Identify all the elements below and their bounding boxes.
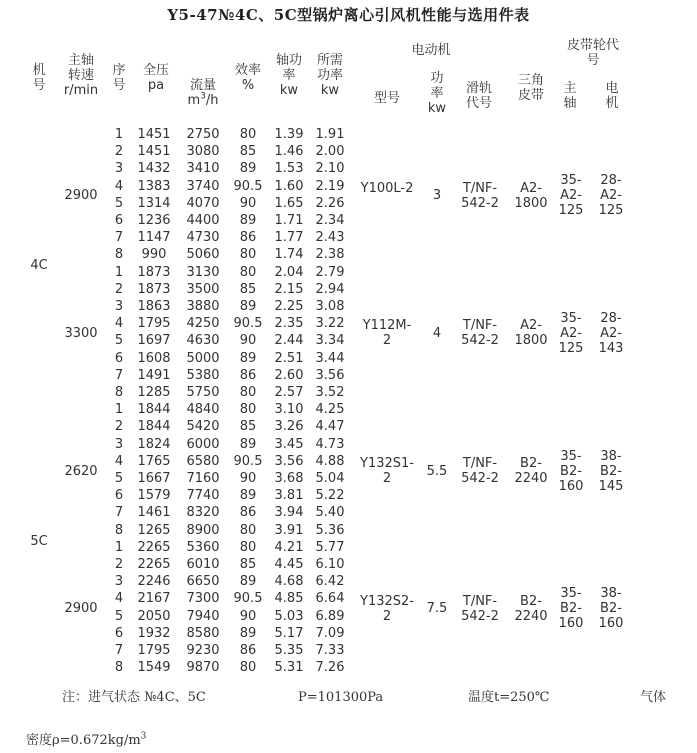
seq-cell: 6 bbox=[114, 350, 124, 366]
total-pressure-cell: 2265 bbox=[137, 557, 171, 572]
shaft-power-cell: 5.35 bbox=[274, 643, 304, 658]
motor-model-cell: Y100L-2 bbox=[360, 180, 414, 196]
total-pressure-cell: 1491 bbox=[137, 367, 171, 383]
header-flow-base: 流量 m bbox=[187, 78, 216, 108]
efficiency-cell: 90 bbox=[239, 195, 257, 211]
motor-power-cell: 7.5 bbox=[426, 601, 448, 617]
flow-cell: 4730 bbox=[186, 230, 220, 246]
shaft-power-cell: 1.65 bbox=[274, 195, 304, 211]
shaft-power-cell: 3.10 bbox=[274, 402, 304, 418]
motor-power-cell: 5.5 bbox=[426, 463, 448, 479]
flow-cell: 3410 bbox=[186, 161, 220, 177]
required-power-cell: 2.19 bbox=[315, 178, 345, 194]
required-power-cell: 6.64 bbox=[315, 591, 345, 607]
efficiency-cell: 85 bbox=[239, 557, 257, 572]
header-flow-sup: 3 bbox=[200, 91, 206, 102]
spindle-speed-cell: 2900 bbox=[64, 188, 98, 204]
shaft-power-cell: 3.81 bbox=[274, 488, 304, 504]
machine-no-4c: 4C bbox=[30, 258, 48, 273]
shaft-power-cell: 2.04 bbox=[274, 264, 304, 280]
seq-cell: 3 bbox=[114, 574, 124, 590]
efficiency-cell: 80 bbox=[239, 522, 257, 538]
flow-cell: 5380 bbox=[186, 367, 220, 383]
seq-cell: 1 bbox=[114, 264, 124, 280]
spindle-speed-cell: 2900 bbox=[64, 601, 98, 617]
total-pressure-cell: 1873 bbox=[137, 264, 171, 280]
total-pressure-cell: 1285 bbox=[137, 385, 171, 400]
page-title: Y5-47№4C、5C型锅炉离心引风机性能与选用件表 bbox=[167, 6, 530, 24]
efficiency-cell: 85 bbox=[239, 419, 257, 435]
header-motor-group: 电动机 bbox=[411, 43, 451, 58]
total-pressure-cell: 1461 bbox=[137, 505, 171, 521]
efficiency-cell: 80 bbox=[239, 660, 257, 676]
total-pressure-cell: 1147 bbox=[137, 230, 171, 246]
required-power-cell: 4.88 bbox=[315, 453, 345, 469]
total-pressure-cell: 2246 bbox=[137, 574, 171, 590]
seq-cell: 1 bbox=[114, 402, 124, 418]
shaft-power-cell: 4.21 bbox=[274, 539, 304, 555]
required-power-cell: 2.34 bbox=[315, 213, 345, 228]
pulley-motor-cell: 38- B2- 145 bbox=[598, 448, 624, 494]
note-intake-state: 注：进气状态 №4C、5C bbox=[62, 690, 206, 705]
efficiency-cell: 85 bbox=[239, 144, 257, 160]
total-pressure-cell: 1697 bbox=[137, 333, 171, 349]
total-pressure-cell: 1863 bbox=[137, 299, 171, 314]
header-rail-code: 滑轨 代号 bbox=[465, 81, 492, 111]
flow-cell: 8900 bbox=[186, 522, 220, 538]
flow-cell: 8580 bbox=[186, 625, 220, 641]
required-power-cell: 7.33 bbox=[315, 643, 345, 658]
required-power-cell: 5.36 bbox=[315, 522, 345, 538]
flow-cell: 5060 bbox=[186, 247, 220, 263]
shaft-power-cell: 1.39 bbox=[274, 127, 304, 142]
shaft-power-cell: 2.35 bbox=[274, 316, 304, 332]
flow-cell: 5750 bbox=[186, 385, 220, 400]
efficiency-cell: 85 bbox=[239, 281, 257, 297]
shaft-power-cell: 5.03 bbox=[274, 608, 304, 624]
shaft-power-cell: 1.77 bbox=[274, 230, 304, 246]
seq-cell: 8 bbox=[114, 385, 124, 400]
header-spindle-speed: 主轴 转速 r/min bbox=[63, 53, 99, 98]
seq-cell: 6 bbox=[114, 488, 124, 504]
shaft-power-cell: 4.85 bbox=[274, 591, 304, 607]
required-power-cell: 1.91 bbox=[315, 127, 345, 142]
total-pressure-cell: 1795 bbox=[137, 643, 171, 658]
shaft-power-cell: 1.53 bbox=[274, 161, 304, 177]
spindle-speed-cell: 3300 bbox=[64, 325, 98, 341]
required-power-cell: 3.56 bbox=[315, 367, 345, 383]
efficiency-cell: 80 bbox=[239, 402, 257, 418]
total-pressure-cell: 1824 bbox=[137, 436, 171, 452]
required-power-cell: 5.22 bbox=[315, 488, 345, 504]
seq-cell: 6 bbox=[114, 625, 124, 641]
efficiency-cell: 86 bbox=[239, 367, 257, 383]
seq-cell: 7 bbox=[114, 643, 124, 658]
seq-cell: 3 bbox=[114, 436, 124, 452]
rail-code-cell: T/NF- 542-2 bbox=[461, 318, 499, 349]
flow-cell: 7940 bbox=[186, 608, 220, 624]
header-seq: 序 号 bbox=[112, 63, 126, 93]
shaft-power-cell: 2.15 bbox=[274, 281, 304, 297]
seq-cell: 2 bbox=[114, 419, 124, 435]
efficiency-cell: 90.5 bbox=[233, 453, 263, 469]
note-temperature: 温度t=250℃ bbox=[468, 690, 550, 705]
shaft-power-cell: 1.71 bbox=[274, 213, 304, 228]
total-pressure-cell: 1844 bbox=[137, 402, 171, 418]
required-power-cell: 7.26 bbox=[315, 660, 345, 676]
seq-cell: 4 bbox=[114, 453, 124, 469]
shaft-power-cell: 4.68 bbox=[274, 574, 304, 590]
efficiency-cell: 89 bbox=[239, 299, 257, 314]
efficiency-cell: 80 bbox=[239, 264, 257, 280]
pulley-motor-cell: 38- B2- 160 bbox=[598, 586, 624, 632]
shaft-power-cell: 3.45 bbox=[274, 436, 304, 452]
seq-cell: 7 bbox=[114, 367, 124, 383]
motor-power-cell: 3 bbox=[432, 188, 442, 204]
header-machine-no: 机 号 bbox=[32, 63, 46, 93]
efficiency-cell: 90.5 bbox=[233, 591, 263, 607]
seq-cell: 1 bbox=[114, 127, 124, 142]
vbelt-cell: B2- 2240 bbox=[514, 456, 548, 486]
total-pressure-cell: 1873 bbox=[137, 281, 171, 297]
total-pressure-cell: 1236 bbox=[137, 213, 171, 228]
pulley-spindle-cell: 35- A2- 125 bbox=[558, 173, 584, 219]
flow-cell: 3500 bbox=[186, 281, 220, 297]
note-pressure: P=101300Pa bbox=[298, 690, 384, 705]
efficiency-cell: 89 bbox=[239, 436, 257, 452]
flow-cell: 4630 bbox=[186, 333, 220, 349]
shaft-power-cell: 2.51 bbox=[274, 350, 304, 366]
seq-cell: 8 bbox=[114, 660, 124, 676]
required-power-cell: 6.10 bbox=[315, 557, 345, 572]
efficiency-cell: 90 bbox=[239, 608, 257, 624]
seq-cell: 2 bbox=[114, 281, 124, 297]
machine-no-5c: 5C bbox=[30, 534, 48, 549]
vbelt-cell: B2- 2240 bbox=[514, 593, 548, 624]
shaft-power-cell: 3.91 bbox=[274, 522, 304, 538]
efficiency-cell: 86 bbox=[239, 643, 257, 658]
shaft-power-cell: 1.60 bbox=[274, 178, 304, 194]
efficiency-cell: 89 bbox=[239, 574, 257, 590]
shaft-power-cell: 2.44 bbox=[274, 333, 304, 349]
efficiency-cell: 90.5 bbox=[233, 316, 263, 332]
total-pressure-cell: 1383 bbox=[137, 178, 171, 194]
required-power-cell: 5.77 bbox=[315, 539, 345, 555]
flow-cell: 6010 bbox=[186, 557, 220, 572]
efficiency-cell: 80 bbox=[239, 127, 257, 142]
total-pressure-cell: 1451 bbox=[137, 127, 171, 142]
flow-cell: 6580 bbox=[186, 453, 220, 469]
efficiency-cell: 86 bbox=[239, 230, 257, 246]
seq-cell: 5 bbox=[114, 608, 124, 624]
pulley-spindle-cell: 35- B2- 160 bbox=[558, 586, 584, 632]
total-pressure-cell: 1314 bbox=[137, 195, 171, 211]
motor-power-cell: 4 bbox=[432, 325, 442, 341]
efficiency-cell: 89 bbox=[239, 488, 257, 504]
shaft-power-cell: 3.56 bbox=[274, 453, 304, 469]
flow-cell: 5000 bbox=[186, 350, 220, 366]
flow-cell: 7740 bbox=[186, 488, 220, 504]
header-required-power: 所需 功率 kw bbox=[316, 53, 343, 98]
total-pressure-cell: 1265 bbox=[137, 522, 171, 538]
required-power-cell: 3.44 bbox=[315, 350, 345, 366]
header-total-pressure: 全压 pa bbox=[142, 63, 169, 93]
shaft-power-cell: 3.94 bbox=[274, 505, 304, 521]
seq-cell: 8 bbox=[114, 522, 124, 538]
header-pulley-group: 皮带轮代 号 bbox=[566, 38, 619, 68]
shaft-power-cell: 1.46 bbox=[274, 144, 304, 160]
efficiency-cell: 80 bbox=[239, 539, 257, 555]
required-power-cell: 2.94 bbox=[315, 281, 345, 297]
total-pressure-cell: 1608 bbox=[137, 350, 171, 366]
required-power-cell: 4.73 bbox=[315, 436, 345, 452]
required-power-cell: 3.34 bbox=[315, 333, 345, 349]
note-density-sup: 3 bbox=[140, 731, 147, 742]
header-pulley-spindle: 主 轴 bbox=[563, 81, 577, 111]
shaft-power-cell: 1.74 bbox=[274, 247, 304, 263]
total-pressure-cell: 1432 bbox=[137, 161, 171, 177]
rail-code-cell: T/NF- 542-2 bbox=[461, 456, 499, 486]
efficiency-cell: 80 bbox=[239, 385, 257, 400]
seq-cell: 8 bbox=[114, 247, 124, 263]
header-motor-model: 型号 bbox=[373, 91, 400, 106]
efficiency-cell: 89 bbox=[239, 625, 257, 641]
efficiency-cell: 89 bbox=[239, 350, 257, 366]
header-flow bbox=[180, 63, 226, 108]
seq-cell: 2 bbox=[114, 557, 124, 572]
pulley-motor-cell: 28- A2- 125 bbox=[598, 173, 624, 219]
total-pressure-cell: 1667 bbox=[137, 471, 171, 486]
required-power-cell: 4.25 bbox=[315, 402, 345, 418]
seq-cell: 7 bbox=[114, 230, 124, 246]
seq-cell: 6 bbox=[114, 213, 124, 228]
header-efficiency: 效率 % bbox=[234, 63, 261, 93]
flow-cell: 6650 bbox=[186, 574, 220, 590]
required-power-cell: 6.42 bbox=[315, 574, 345, 590]
header-flow-suffix: /h bbox=[205, 93, 219, 108]
motor-model-cell: Y132S2- 2 bbox=[360, 593, 414, 624]
seq-cell: 4 bbox=[114, 316, 124, 332]
required-power-cell: 2.38 bbox=[315, 247, 345, 263]
seq-cell: 3 bbox=[114, 299, 124, 314]
required-power-cell: 3.52 bbox=[315, 385, 345, 400]
efficiency-cell: 90 bbox=[239, 471, 257, 486]
vbelt-cell: A2- 1800 bbox=[514, 180, 548, 211]
header-pulley-motor: 电 机 bbox=[605, 81, 619, 111]
seq-cell: 5 bbox=[114, 195, 124, 211]
total-pressure-cell: 990 bbox=[141, 247, 167, 263]
header-shaft-power: 轴功 率 kw bbox=[275, 53, 302, 98]
required-power-cell: 2.43 bbox=[315, 230, 345, 246]
seq-cell: 2 bbox=[114, 144, 124, 160]
efficiency-cell: 89 bbox=[239, 161, 257, 177]
required-power-cell: 7.09 bbox=[315, 625, 345, 641]
total-pressure-cell: 1844 bbox=[137, 419, 171, 435]
efficiency-cell: 90 bbox=[239, 333, 257, 349]
efficiency-cell: 86 bbox=[239, 505, 257, 521]
flow-cell: 9870 bbox=[186, 660, 220, 676]
flow-cell: 3080 bbox=[186, 144, 220, 160]
vbelt-cell: A2- 1800 bbox=[514, 318, 548, 349]
seq-cell: 7 bbox=[114, 505, 124, 521]
shaft-power-cell: 2.57 bbox=[274, 385, 304, 400]
seq-cell: 5 bbox=[114, 471, 124, 486]
flow-cell: 7160 bbox=[186, 471, 220, 486]
note-density-base: 密度ρ=0.672kg/m bbox=[26, 733, 141, 748]
motor-model-cell: Y132S1- 2 bbox=[360, 456, 414, 486]
pulley-spindle-cell: 35- B2- 160 bbox=[558, 448, 584, 494]
note-gas: 气体 bbox=[640, 690, 667, 705]
required-power-cell: 2.26 bbox=[315, 195, 345, 211]
pulley-spindle-cell: 35- A2- 125 bbox=[558, 310, 584, 356]
shaft-power-cell: 5.17 bbox=[274, 625, 304, 641]
header-vbelt: 三角 皮带 bbox=[517, 73, 544, 103]
flow-cell: 4250 bbox=[186, 316, 220, 332]
required-power-cell: 6.89 bbox=[315, 608, 345, 624]
spindle-speed-cell: 2620 bbox=[64, 463, 98, 479]
total-pressure-cell: 1795 bbox=[137, 316, 171, 332]
shaft-power-cell: 2.60 bbox=[274, 367, 304, 383]
required-power-cell: 3.08 bbox=[315, 299, 345, 314]
flow-cell: 5360 bbox=[186, 539, 220, 555]
flow-cell: 6000 bbox=[186, 436, 220, 452]
flow-cell: 8320 bbox=[186, 505, 220, 521]
flow-cell: 4070 bbox=[186, 195, 220, 211]
flow-cell: 3740 bbox=[186, 178, 220, 194]
total-pressure-cell: 1549 bbox=[137, 660, 171, 676]
required-power-cell: 5.04 bbox=[315, 471, 345, 486]
seq-cell: 4 bbox=[114, 178, 124, 194]
seq-cell: 4 bbox=[114, 591, 124, 607]
flow-cell: 2750 bbox=[186, 127, 220, 142]
total-pressure-cell: 2050 bbox=[137, 608, 171, 624]
seq-cell: 3 bbox=[114, 161, 124, 177]
total-pressure-cell: 2265 bbox=[137, 539, 171, 555]
seq-cell: 1 bbox=[114, 539, 124, 555]
flow-cell: 4840 bbox=[186, 402, 220, 418]
required-power-cell: 5.40 bbox=[315, 505, 345, 521]
flow-cell: 7300 bbox=[186, 591, 220, 607]
shaft-power-cell: 3.26 bbox=[274, 419, 304, 435]
required-power-cell: 2.79 bbox=[315, 264, 345, 280]
flow-cell: 5420 bbox=[186, 419, 220, 435]
flow-cell: 3880 bbox=[186, 299, 220, 314]
flow-cell: 9230 bbox=[186, 643, 220, 658]
shaft-power-cell: 3.68 bbox=[274, 471, 304, 486]
efficiency-cell: 89 bbox=[239, 213, 257, 228]
note-density bbox=[26, 733, 146, 749]
required-power-cell: 2.00 bbox=[315, 144, 345, 160]
rail-code-cell: T/NF- 542-2 bbox=[461, 180, 499, 211]
shaft-power-cell: 4.45 bbox=[274, 557, 304, 572]
total-pressure-cell: 1765 bbox=[137, 453, 171, 469]
flow-cell: 4400 bbox=[186, 213, 220, 228]
pulley-motor-cell: 28- A2- 143 bbox=[598, 310, 624, 356]
shaft-power-cell: 2.25 bbox=[274, 299, 304, 314]
total-pressure-cell: 1451 bbox=[137, 144, 171, 160]
header-motor-power: 功 率 kw bbox=[427, 71, 447, 116]
shaft-power-cell: 5.31 bbox=[274, 660, 304, 676]
rail-code-cell: T/NF- 542-2 bbox=[461, 593, 499, 624]
required-power-cell: 2.10 bbox=[315, 161, 345, 177]
flow-cell: 3130 bbox=[186, 264, 220, 280]
required-power-cell: 3.22 bbox=[315, 316, 345, 332]
required-power-cell: 4.47 bbox=[315, 419, 345, 435]
efficiency-cell: 80 bbox=[239, 247, 257, 263]
total-pressure-cell: 1932 bbox=[137, 625, 171, 641]
motor-model-cell: Y112M- 2 bbox=[362, 318, 412, 349]
efficiency-cell: 90.5 bbox=[233, 178, 263, 194]
seq-cell: 5 bbox=[114, 333, 124, 349]
total-pressure-cell: 1579 bbox=[137, 488, 171, 504]
total-pressure-cell: 2167 bbox=[137, 591, 171, 607]
